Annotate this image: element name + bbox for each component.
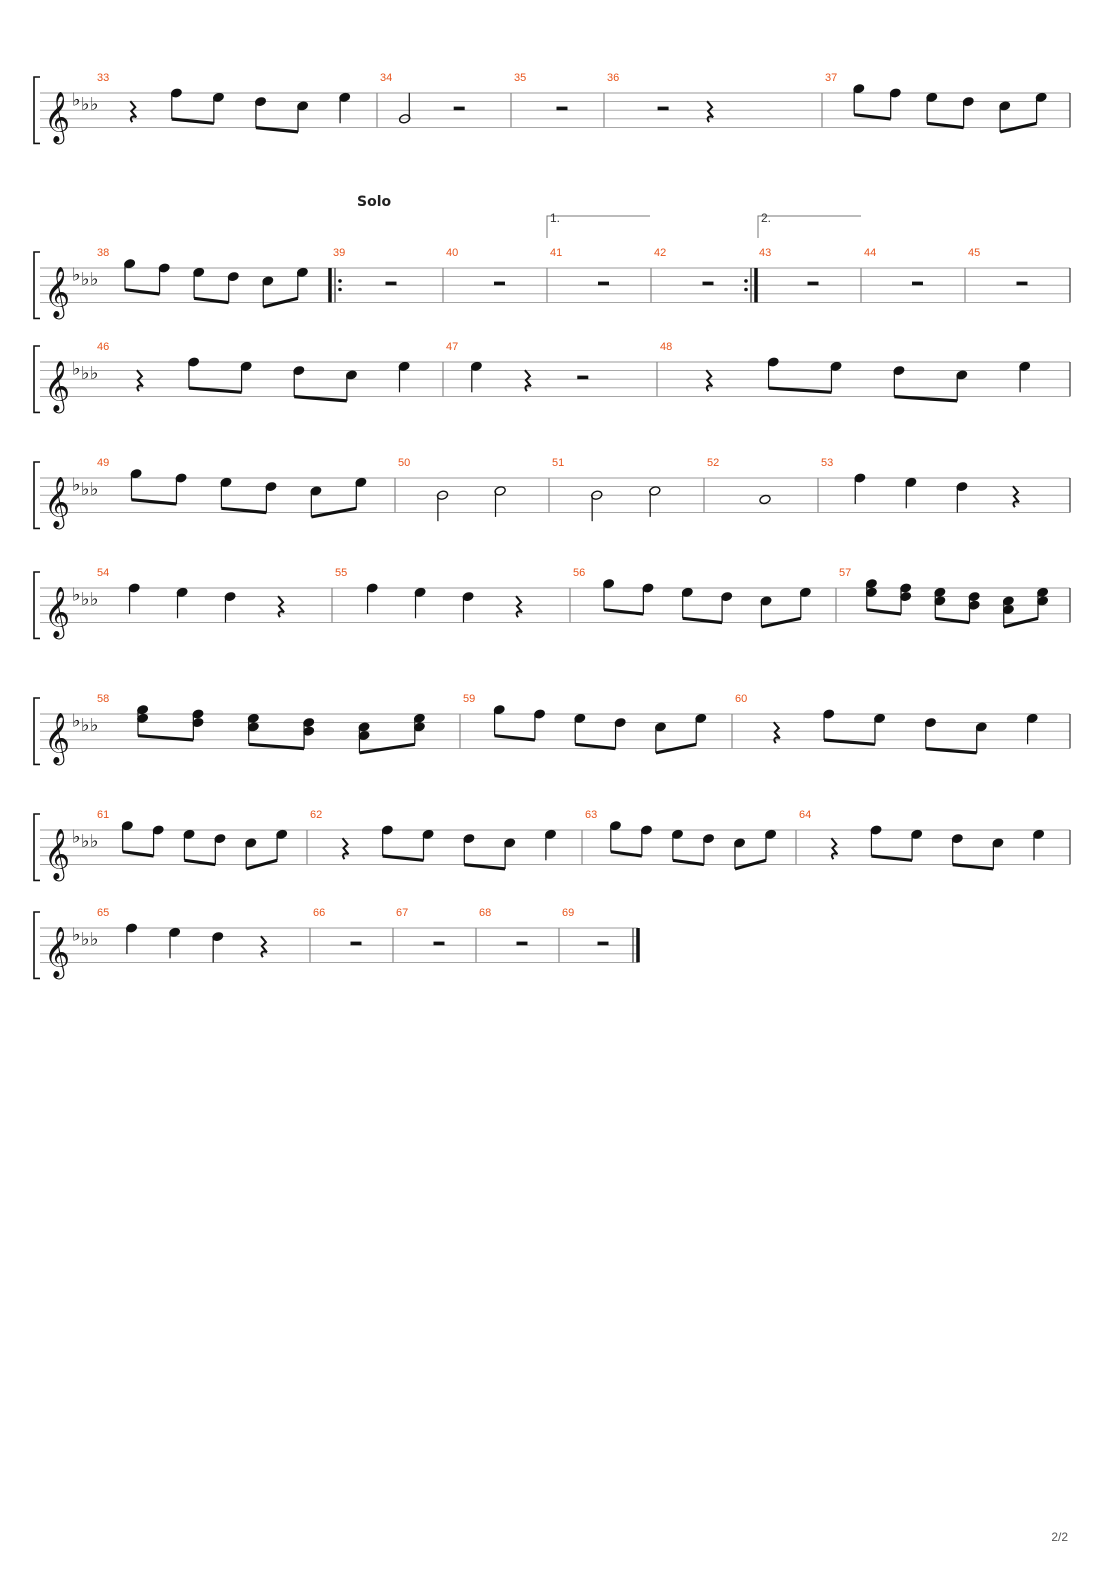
treble-clef-icon: 𝄞 (44, 586, 71, 638)
flat-icon: ♭ (81, 93, 90, 115)
treble-clef-icon: 𝄞 (44, 476, 71, 528)
note-beam (824, 740, 875, 744)
half-rest (351, 942, 362, 946)
repeat-dot (744, 288, 748, 292)
measure-number: 50 (398, 457, 411, 469)
volta-bracket (547, 216, 650, 238)
measure-number: 49 (97, 457, 110, 469)
measure-number: 35 (514, 72, 527, 84)
staff-system (34, 72, 1070, 144)
flat-icon: ♭ (90, 93, 99, 115)
measure-number: 62 (310, 809, 323, 821)
system-bracket (34, 572, 40, 638)
half-rest (598, 942, 609, 946)
measure-number: 41 (550, 247, 563, 259)
staff-system (34, 809, 1070, 881)
flat-icon: ♭ (81, 588, 90, 610)
system-bracket (34, 698, 40, 764)
measure-number: 43 (759, 247, 772, 259)
flat-icon: ♭ (72, 826, 81, 848)
measure-number: 45 (968, 247, 981, 259)
flat-icon: ♭ (81, 268, 90, 290)
flat-icon: ♭ (81, 928, 90, 950)
note-beam (172, 119, 214, 123)
flat-icon: ♭ (90, 928, 99, 950)
measure-number: 47 (446, 341, 459, 353)
flat-icon: ♭ (72, 474, 81, 496)
measure-number: 44 (864, 247, 877, 259)
measure-number: 59 (463, 693, 476, 705)
half-rest (434, 942, 445, 946)
treble-clef-icon: 𝄞 (44, 926, 71, 978)
measure-number: 39 (333, 247, 346, 259)
flat-icon: ♭ (81, 362, 90, 384)
flat-icon: ♭ (72, 584, 81, 606)
staff-system (34, 567, 1070, 639)
half-rest (1017, 282, 1028, 286)
measure-number: 55 (335, 567, 348, 579)
measure-number: 51 (552, 457, 565, 469)
half-rest (598, 282, 609, 286)
note-beam (256, 128, 298, 132)
measure-number: 61 (97, 809, 110, 821)
measure-number: 66 (313, 907, 326, 919)
half-rest (912, 282, 923, 286)
flat-icon: ♭ (81, 714, 90, 736)
half-rest (658, 107, 669, 111)
note-beam (926, 749, 977, 753)
measure-number: 68 (479, 907, 492, 919)
repeat-marks (330, 194, 861, 302)
flat-icon: ♭ (72, 924, 81, 946)
note-beam (383, 856, 424, 860)
note-head (759, 494, 771, 505)
flat-icon: ♭ (90, 830, 99, 852)
note-beam (294, 397, 347, 401)
flat-icon: ♭ (72, 710, 81, 732)
note-beam (464, 865, 505, 869)
half-rest (808, 282, 819, 286)
note-beam (953, 865, 994, 869)
system-bracket (34, 252, 40, 318)
measure-number: 46 (97, 341, 110, 353)
measure-number: 53 (821, 457, 834, 469)
note-beam (894, 397, 957, 401)
staff-system (34, 341, 1070, 413)
system-bracket (34, 912, 40, 978)
measure-number: 52 (707, 457, 720, 469)
repeat-dot (338, 288, 342, 292)
measure-number: 57 (839, 567, 852, 579)
treble-clef-icon: 𝄞 (44, 91, 71, 143)
half-rest (386, 282, 397, 286)
staff-system (34, 457, 1070, 529)
note-beam (189, 388, 242, 392)
measure-number: 40 (446, 247, 459, 259)
flat-icon: ♭ (90, 362, 99, 384)
volta-label: 1. (550, 211, 561, 225)
staff-system (34, 247, 1070, 319)
measure-number: 64 (799, 809, 812, 821)
measure-number: 67 (396, 907, 409, 919)
measure-number: 63 (585, 809, 598, 821)
note-beam (769, 388, 832, 392)
flat-icon: ♭ (72, 358, 81, 380)
measure-number: 69 (562, 907, 575, 919)
half-rest (557, 107, 568, 111)
measure-number: 60 (735, 693, 748, 705)
half-rest (703, 282, 714, 286)
measure-number: 33 (97, 72, 110, 84)
measure-number: 58 (97, 693, 110, 705)
measure-number: 65 (97, 907, 110, 919)
measure-number: 54 (97, 567, 110, 579)
volta-label: 2. (761, 211, 772, 225)
flat-icon: ♭ (90, 268, 99, 290)
repeat-dot (744, 279, 748, 283)
treble-clef-icon: 𝄞 (44, 712, 71, 764)
volta-bracket (758, 216, 861, 238)
flat-icon: ♭ (72, 264, 81, 286)
flat-icon: ♭ (90, 478, 99, 500)
treble-clef-icon: 𝄞 (44, 266, 71, 318)
half-rest (517, 942, 528, 946)
half-rest (577, 376, 588, 380)
treble-clef-icon: 𝄞 (44, 828, 71, 880)
staff-system (34, 693, 1070, 765)
measure-number: 42 (654, 247, 667, 259)
note-beam (871, 856, 912, 860)
half-rest (494, 282, 505, 286)
staff-system (34, 907, 638, 979)
system-bracket (34, 814, 40, 880)
measure-number: 36 (607, 72, 620, 84)
flat-icon: ♭ (81, 830, 90, 852)
measure-number: 56 (573, 567, 586, 579)
page-number: 2/2 (1051, 1530, 1068, 1544)
flat-icon: ♭ (72, 89, 81, 111)
system-bracket (34, 462, 40, 528)
flat-icon: ♭ (90, 714, 99, 736)
half-rest (454, 107, 465, 111)
measure-number: 34 (380, 72, 393, 84)
system-bracket (34, 346, 40, 412)
system-bracket (34, 77, 40, 143)
section-label: Solo (357, 194, 392, 210)
measure-number: 37 (825, 72, 838, 84)
treble-clef-icon: 𝄞 (44, 360, 71, 412)
measure-number: 48 (660, 341, 673, 353)
repeat-dot (338, 279, 342, 283)
measure-number: 38 (97, 247, 110, 259)
flat-icon: ♭ (81, 478, 90, 500)
flat-icon: ♭ (90, 588, 99, 610)
